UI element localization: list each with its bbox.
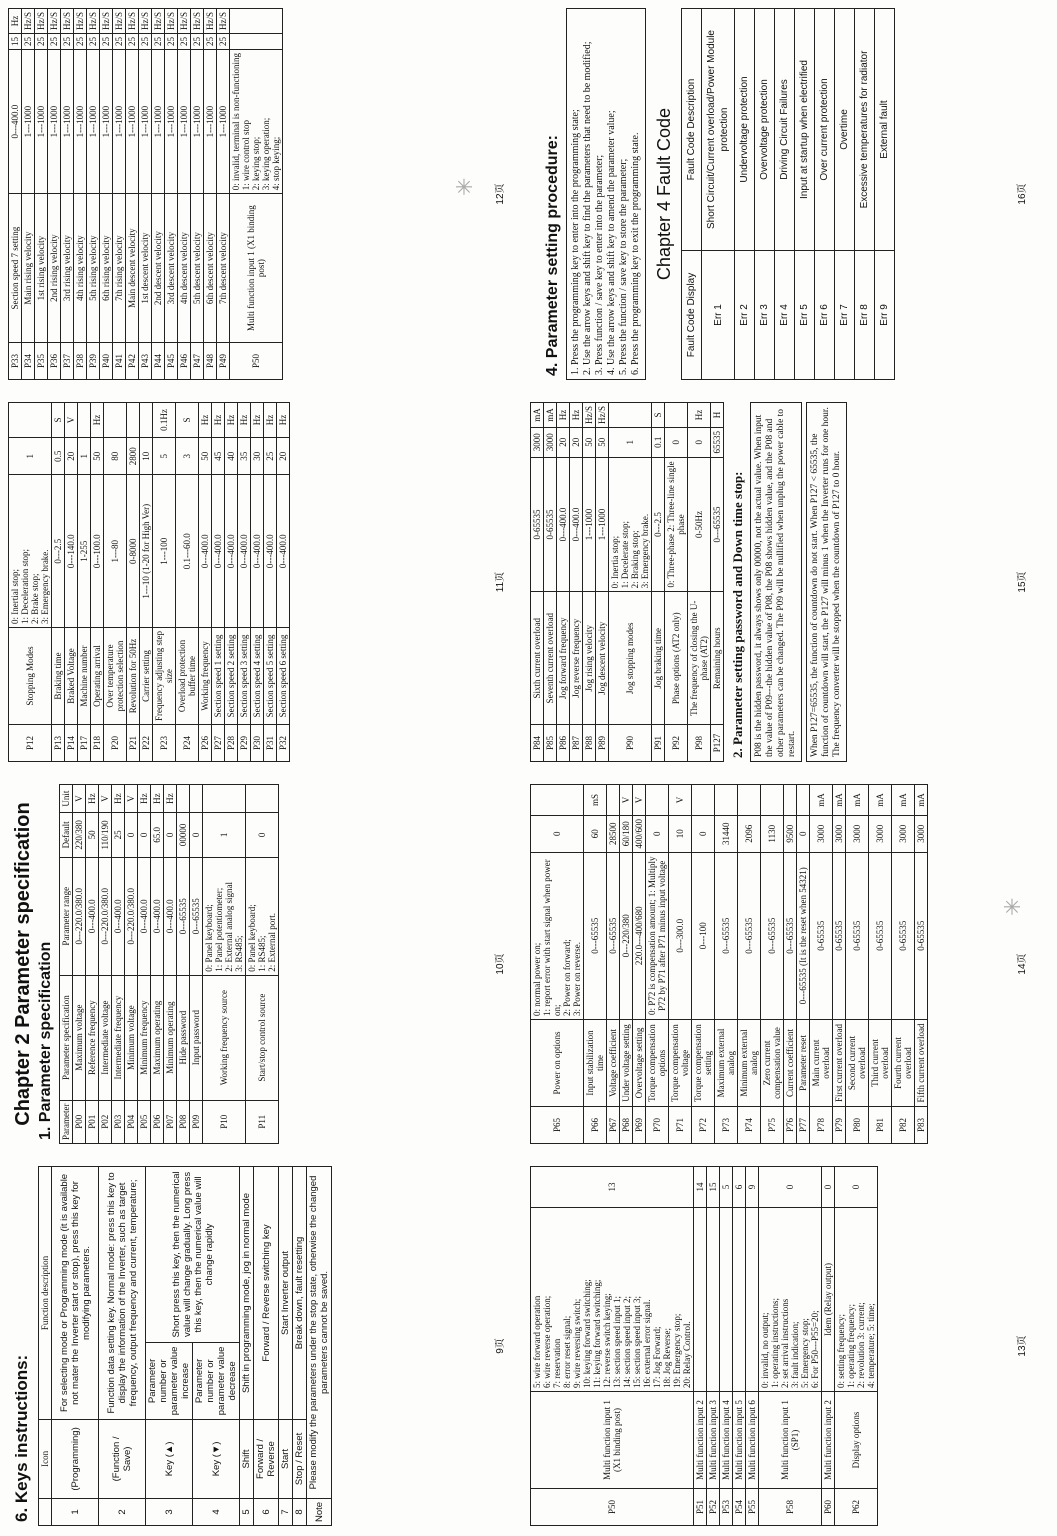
table-row: P78 Main current overload 0-65535 3000 mA [810, 785, 833, 1144]
table-row: P21 Revolution for 50Hz 0-8000 2800 [127, 403, 140, 762]
table-row: P88 Jog rising velocity 1---1000 50 Hz/S [583, 403, 596, 762]
table-row: P01 Reference frequency 0---400.0 50 Hz [86, 785, 99, 1144]
table-row: P26 Working frequency 0---400.0 50 Hz [199, 403, 212, 762]
table-row: Err 9 External fault [875, 9, 895, 380]
table-row: P86 Jog forward frequency 0---400.0 20 Hz [557, 403, 570, 762]
table-row: Err 3 Overvoltage protection [755, 9, 775, 380]
password-heading: 2. Parameter setting password and Down time stop: [730, 471, 745, 758]
table-row: P33 Section speed 7 setting 0---400.0 15 Hz [9, 9, 22, 380]
table-row: P54 Multi function input 5 6 [733, 1167, 746, 1526]
table-row: P74 Minimum external analog 0---65535 2096 [738, 785, 761, 1144]
table-row: P10 Working frequency source 0: Panel keyboard; 1: Panel potentiometer; 2: External analog signal 3: RS485; 1 [203, 785, 246, 1144]
table-row: P06 Maximum operating 0---400.0 65.0 Hz [151, 785, 164, 1144]
table-row: P71 Torque compensation voltage 0---300.0 10 V [669, 785, 692, 1144]
chapter-4-title: Chapter 4 Fault Code [654, 107, 674, 281]
table-row: P91 Jog braking time 0---2.5 0.1 S [652, 403, 665, 762]
page-parameters-p65 [530, 784, 1030, 1144]
table-row: P62 Display options 0: setting frequency; 1: operating frequency; 2: revolution 3: current; 4: temperature; 5: time; 0 [835, 1167, 878, 1526]
table-row: P03 Intermediate frequency 0---400.0 25 Hz [112, 785, 125, 1144]
parameter-table-p50 [530, 1166, 878, 1526]
table-row: 4 Key (▼) Parameter number or parameter value decrease [193, 1167, 240, 1526]
table-row: P60 Multi function input 2 Idem (Relay output) 0 [822, 1167, 835, 1526]
table-row: Err 1 Short Circuit/Current overload/Power Module protection [702, 9, 735, 380]
table-row: 6 Forward / Reverse Forward / Reverse switching key [254, 1167, 279, 1526]
countdown-text: When P127=65535, the function of countdown do not start. When P127 < 65535, the function of countdown will start, the P127 will minus 1 when the Inverter runs for one hour. The frequency converter will be stopped when the countdown of P127 to 0 hour. [806, 402, 847, 762]
procedure-steps: 1. Press the programming key to enter into the programming state; 2. Use the arrow keys and shift key to find the parameters that need to be modified; 3. Press function / save key to enter into the parameter; 4. Use the arrow keys and shift key to amend the parameter value; 5. Press the function / save key to store the parameter; 6. Press the programming key to exit the programming state. [566, 8, 646, 380]
page-parameter-spec [8, 784, 508, 1144]
table-row: P80 Second current overload 0-65535 3000 mA [846, 785, 869, 1144]
table-row: P09 Input password 0---65535 0 [190, 785, 203, 1144]
table-row: P75 Zero current compensation value 0---65535 1130 [761, 785, 784, 1144]
parameter-table-p12 [8, 402, 290, 762]
table-row: P82 Fourth current overload 0-65535 3000 mA [892, 785, 915, 1144]
table-row: P90 Jog stopping modes 0: Inertia stop; 1: Decelerate stop; 2: Braking stop; 3: Emergency brake. 1 [609, 403, 652, 762]
keys-header-desc: Function description [39, 1167, 52, 1420]
updown-key-desc: Short press this key, then the numerical value will change gradually. Long press this key, then the numerical value will change rapidly [146, 1167, 240, 1343]
table-row: P92 Phase options (AT2 only) 0: Three-phase 2: Three-line single phase 0 [665, 403, 688, 762]
table-row: P11 Start/stop control source 0: Panel keyboard; 1: RS485; 2: External port. 0 [246, 785, 279, 1144]
procedure-heading: 4. Parameter setting procedure: [544, 135, 561, 376]
table-row: P32 Section speed 6 setting 0---400.0 20 Hz [277, 403, 290, 762]
table-row: P69 Overvoltage setting 220.0---400/680 400/600 V [633, 785, 646, 1144]
table-row: P08 Hide password 0---65535 00000 [177, 785, 190, 1144]
table-row: P72 Torque compensation setting 0---100 0 [692, 785, 715, 1144]
page-parameters-p50 [530, 1166, 1030, 1526]
table-row: Err 5 Input at startup when electrified [795, 9, 815, 380]
table-row: P67 Voltage coefficient 0---65535 28500 [607, 785, 620, 1144]
page-parameters-p84 [530, 402, 1030, 762]
table-row: P77 Parameter reset 0---65535 (It is the reset when 54321) 0 [797, 785, 810, 1144]
keys-heading: 6. Keys instructions: [12, 1354, 31, 1522]
table-row: P22 Carrier setting 1---10 (1-20 for High Ver) 10 [140, 403, 153, 762]
page-parameters-p33 [8, 8, 508, 380]
scan-mark-icon: ✳ [1000, 897, 1025, 916]
table-row: P48 6th descent velocity 1---1000 25 Hz/S [204, 9, 217, 380]
page-procedure-fault [530, 8, 1030, 380]
table-row: P50 Multi function input 1 (X1 binding post) 5: wire forward operation 6: wire reverse operation; 7: reservation 8: error reset signal; 9: wire reversing switch; 10: keying forward switching; 11: keying forward switching; 12: reverse switch keying; 13: section speed input 1; 14: section speed input 2; 15: section speed input 3; 16: external error signal. 17: Jog Forward; 18: Jog Reverse; 19: Emergency stop; 20: Relay Control. 13 [531, 1167, 694, 1526]
table-row: P24 Overload protection buffer time 0.1---60.0 3 S [176, 403, 199, 762]
table-row: P38 4th rising velocity 1---1000 25 Hz/S [74, 9, 87, 380]
password-text: P08 is the hidden password, it always shows only 00000, not the actual value. When input the value of P09---the hidden value of P08, the P08 shows hidden value, and the P08 and other parameters can be changed. The P09 will be nullified when unplug the power cable to restart. [750, 402, 802, 762]
parameter-table-p00: Parameter Parameter specification Parameter range Default Unit P00 Maximum voltage 0---220.0/380.0 220/380 V P01 Reference frequency 0---400.0 50 Hz P02 Intermediate voltage 0---220.0/380.0 110/190 V P03 Intermediate frequency 0---400.0 25 Hz P04 Minimum voltage 0---220.0/380.0 0 V P05 Minimum frequency 0---400.0 0 Hz P06 Maximum operating 0---400.0 65.0 Hz P07 Minimum operating 0---400.0 0 Hz P08 Hide password 0---65535 00000 P09 Input password 0---65535 0 P10 Working frequency source 0: Panel keyboard; 1: Panel potentiometer; 2: External analog signal 3: RS485; 1 P11 Start/stop control source 0: Panel keyboard; 1: RS485; 2: External port. 0 [59, 784, 279, 1144]
table-row: P31 Section speed 5 setting 0---400.0 25 Hz [264, 403, 277, 762]
table-row: P39 5th rising velocity 1---1000 25 Hz/S [87, 9, 100, 380]
table-row: P44 2nd descent velocity 1---1000 25 Hz/S [152, 9, 165, 380]
table-row: P127 Remaining hours 0---65535 65535 H [711, 403, 724, 762]
table-row: Err 8 Excessive temperatures for radiator [855, 9, 875, 380]
table-row: P00 Maximum voltage 0---220.0/380.0 220/380 V [73, 785, 86, 1144]
table-row: Err 7 Overtime [835, 9, 855, 380]
table-row: P05 Minimum frequency 0---400.0 0 Hz [138, 785, 151, 1144]
table-row: P20 Over temperature protection selection 1---80 80 [104, 403, 127, 762]
page-number: 16页 [1017, 183, 1028, 205]
table-row: P51 Multi function input 2 14 [694, 1167, 707, 1526]
table-row: P30 Section speed 4 setting 0---400.0 30 Hz [251, 403, 264, 762]
table-row: P42 Main descent velocity 1---1000 25 Hz/S [126, 9, 139, 380]
table-row: Err 2 Undervoltage protection [735, 9, 755, 380]
table-row: P47 5th descent velocity 1---1000 25 Hz/S [191, 9, 204, 380]
table-row: 2 (Function / Save) Function data setting key. Normal mode: press this key to display the information of the Inverter, such as target frequency, output frequency and current, temperature; [99, 1167, 146, 1526]
table-row: P36 2nd rising velocity 1---1000 25 Hz/S [48, 9, 61, 380]
table-row: P14 Braked Voltage 0---140.0 20 V [65, 403, 78, 762]
table-row: P84 Sixth current overload 0-65535 3000 mA [531, 403, 544, 762]
table-row: P43 1st descent velocity 1---1000 25 Hz/S [139, 9, 152, 380]
table-row: 3 Key (▲) Parameter number or parameter value increase Short press this key, then the numerical value will change gradually. Long press this key, then the numerical value will change rapidly [146, 1167, 193, 1526]
table-row: P12 Stopping Modes 0: Inertial stop; 1: Deceleration stop; 2: Brake stop; 3: Emergency brake. 1 [9, 403, 52, 762]
table-row: P68 Under voltage setting 0---220/380 60/180 V [620, 785, 633, 1144]
table-row: P85 Seventh current overload 0-65535 3000 mA [544, 403, 557, 762]
parameter-table-p33 [8, 8, 283, 380]
parameter-spec-heading: 1. Parameter specification [37, 941, 54, 1140]
table-row: P07 Minimum operating 0---400.0 0 Hz [164, 785, 177, 1144]
table-row: P55 Multi function input 6 9 [746, 1167, 759, 1526]
table-row: P58 Multi function input 1 (SP1) 0: invalid, no output; 1: operating instructions; 2: set arrival instructions 3: fault indication; 5: Emergency stop; 6: For P50---P55=20; 0 [759, 1167, 822, 1526]
table-row: P04 Minimum voltage 0---220.0/380.0 0 V [125, 785, 138, 1144]
table-row: P34 Main rising velocity 1---1000 25 Hz/S [22, 9, 35, 380]
chapter-2-title: Chapter 2 Parameter specification [12, 802, 34, 1126]
table-row: P17 Machine number 1-255 1 [78, 403, 91, 762]
keys-table [38, 1166, 332, 1526]
table-row: P52 Multi function input 3 15 [707, 1167, 720, 1526]
table-row: Err 6 Over current protection [815, 9, 835, 380]
table-row: P65 Power on options 0: normal power on; 1: report error with start signal when power on; 2: Power on forward; 3: Power on reverse. 0 [531, 785, 584, 1144]
table-row: P83 Fifth current overload 0-65535 3000 mA [915, 785, 928, 1144]
table-row: P87 Jog reverse frequency 0---400.0 20 Hz [570, 403, 583, 762]
table-row: P35 1st rising velocity 1---1000 25 Hz/S [35, 9, 48, 380]
table-row: 8 Stop / Reset Break down, fault resetting [293, 1167, 307, 1526]
table-row: P02 Intermediate voltage 0---220.0/380.0 110/190 V [99, 785, 112, 1144]
table-row [307, 1167, 332, 1526]
table-row: P70 Torque compensation options 0: P72 is compensation amount; 1: Multiply P72 by P71 after P71 minus input voltage 0 [646, 785, 669, 1144]
table-row: P98 The frequency of closing the U-phase (AT2) 0-50Hz 0 Hz [688, 403, 711, 762]
note-label: Note [307, 1498, 332, 1525]
table-row: P41 7th rising velocity 1---1000 25 Hz/S [113, 9, 126, 380]
page-parameters-p12 [8, 402, 508, 762]
table-row: P23 Frequency adjusting step size 1---100 5 0.1Hz [153, 403, 176, 762]
parameter-table-p65 [530, 784, 928, 1144]
page-number: 10页 [495, 953, 506, 975]
table-row: 7 Start Start Inverter output [279, 1167, 293, 1526]
table-row: 1 (Programming) For selecting mode or Programming mode (it is available not mater the Inverter start or stop), press this key for modifying parameters. [52, 1167, 99, 1526]
keys-header-icon: Icon [39, 1419, 52, 1498]
table-row: P18 Operating arrival 0---100.0 50 Hz [91, 403, 104, 762]
table-row: P79 First current overload 0-65535 3000 mA [833, 785, 846, 1144]
table-row: 5 Shift Shift in programming mode, jog in normal mode [240, 1167, 254, 1526]
page-keys-instructions [8, 1166, 508, 1526]
fault-code-table: Fault Code Display Fault Code Description Err 1 Short Circuit/Current overload/Power Module protection Err 2 Undervoltage protection Err 3 Overvoltage protection Err 4 Driving Circuit Failures Err 5 Input at startup when electrified Err 6 Over current protection Err 7 Overtime Err 8 Excessive temperatures for radiator Err 9 External fault [681, 8, 895, 380]
table-row: P76 Current coefficient 0---65535 9500 [784, 785, 797, 1144]
table-row: Err 4 Driving Circuit Failures [775, 9, 795, 380]
table-row: P50 Multi function input 1 (X1 binding post) 0: invalid, terminal is non-functioning 1: wire control stop 2: keying stop; 3: keying operation; 4: stop keying; [230, 9, 283, 380]
parameter-table-p84 [530, 402, 724, 762]
table-row: P49 7th descent velocity 1---1000 25 Hz/S [217, 9, 230, 380]
page-number: 14页 [1017, 953, 1028, 975]
table-row: P73 Maximum external analog 0---65535 31440 [715, 785, 738, 1144]
note-text: Please modify the parameters under the stop state, otherwise the changed parameters cannot be saved. [307, 1167, 332, 1499]
table-row: P66 Input stabilization time 0---65535 60 mS [584, 785, 607, 1144]
table-row: P89 Jog descent velocity 1---1000 50 Hz/S [596, 403, 609, 762]
page-number: 9页 [495, 1338, 506, 1354]
page-number: 12页 [495, 183, 506, 205]
scan-mark-icon: ✳ [452, 177, 477, 196]
page-number: 11页 [495, 571, 506, 593]
page-number: 13页 [1017, 1335, 1028, 1357]
table-row: P40 6th rising velocity 1---1000 25 Hz/S [100, 9, 113, 380]
table-row: P81 Third current overload 0-65535 3000 mA [869, 785, 892, 1144]
table-row: P53 Multi function input 4 5 [720, 1167, 733, 1526]
table-row: P46 4th descent velocity 1---1000 25 Hz/S [178, 9, 191, 380]
table-row: P45 3rd descent velocity 1---1000 25 Hz/S [165, 9, 178, 380]
table-row: P29 Section speed 3 setting 0---400.0 35 Hz [238, 403, 251, 762]
table-row: P37 3rd rising velocity 1---1000 25 Hz/S [61, 9, 74, 380]
table-row: P28 Section speed 2 setting 0---400.0 40 Hz [225, 403, 238, 762]
table-row: P27 Section speed 1 setting 0---400.0 45 Hz [212, 403, 225, 762]
table-row: P13 Braking time 0---2.5 0.5 S [52, 403, 65, 762]
page-number: 15页 [1017, 571, 1028, 593]
